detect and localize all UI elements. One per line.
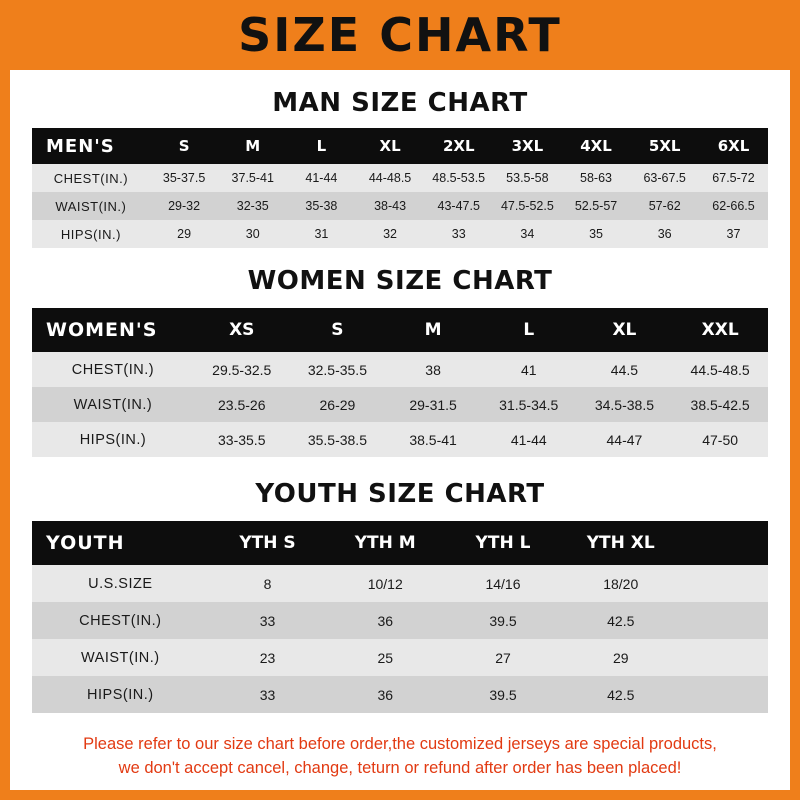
cell: 29-31.5 [385, 387, 481, 422]
cell: 52.5-57 [562, 192, 631, 220]
cell: 30 [218, 220, 287, 248]
cell: 39.5 [444, 602, 562, 639]
column-header: YTH S [209, 521, 327, 565]
cell: 29 [562, 639, 680, 676]
cell: 34 [493, 220, 562, 248]
column-header: S [290, 308, 386, 352]
cell: 67.5-72 [699, 164, 768, 192]
table-row [32, 565, 768, 602]
cell: 44-48.5 [356, 164, 425, 192]
cell: 23.5-26 [194, 387, 290, 422]
cell: 44.5 [577, 352, 673, 387]
table-row [32, 602, 768, 639]
row-label: CHEST(IN.) [32, 602, 209, 639]
table-header-row [32, 308, 768, 352]
table-header-row [32, 521, 768, 565]
cell: 53.5-58 [493, 164, 562, 192]
cell: 32 [356, 220, 425, 248]
banner [0, 0, 800, 70]
page-title: SIZE CHART [238, 8, 562, 62]
cell: 14/16 [444, 565, 562, 602]
column-header: 3XL [493, 128, 562, 164]
cell: 33 [209, 602, 327, 639]
cell-spacer [680, 565, 768, 602]
column-header: 5XL [630, 128, 699, 164]
column-header: XXL [672, 308, 768, 352]
table-row [32, 220, 768, 248]
table-row [32, 387, 768, 422]
column-header-spacer [680, 521, 768, 565]
cell: 38.5-41 [385, 422, 481, 457]
cell: 36 [630, 220, 699, 248]
cell: 35-38 [287, 192, 356, 220]
cell: 34.5-38.5 [577, 387, 673, 422]
cell: 32-35 [218, 192, 287, 220]
table-row [32, 164, 768, 192]
column-header: L [481, 308, 577, 352]
table-row [32, 639, 768, 676]
cell: 33-35.5 [194, 422, 290, 457]
row-label: CHEST(IN.) [32, 164, 150, 192]
cell: 44-47 [577, 422, 673, 457]
table-row [32, 352, 768, 387]
cell: 25 [326, 639, 444, 676]
cell: 32.5-35.5 [290, 352, 386, 387]
cell: 62-66.5 [699, 192, 768, 220]
cell: 38.5-42.5 [672, 387, 768, 422]
table-row [32, 422, 768, 457]
cell: 39.5 [444, 676, 562, 713]
cell: 26-29 [290, 387, 386, 422]
row-label: WAIST(IN.) [32, 387, 194, 422]
cell: 33 [209, 676, 327, 713]
cell: 38-43 [356, 192, 425, 220]
cell: 35 [562, 220, 631, 248]
column-header: YTH L [444, 521, 562, 565]
column-header: YTH M [326, 521, 444, 565]
footer-note [32, 733, 768, 781]
row-label: WAIST(IN.) [32, 639, 209, 676]
women-section-title: WOMEN SIZE CHART [247, 266, 553, 296]
column-header: YOUTH [32, 521, 209, 565]
column-header: XL [577, 308, 673, 352]
cell: 41 [481, 352, 577, 387]
column-header: XL [356, 128, 425, 164]
column-header: M [385, 308, 481, 352]
row-label: U.S.SIZE [32, 565, 209, 602]
cell: 31.5-34.5 [481, 387, 577, 422]
row-label: HIPS(IN.) [32, 422, 194, 457]
column-header: M [218, 128, 287, 164]
column-header: L [287, 128, 356, 164]
column-header: 6XL [699, 128, 768, 164]
row-label: WAIST(IN.) [32, 192, 150, 220]
row-label: HIPS(IN.) [32, 676, 209, 713]
cell: 43-47.5 [424, 192, 493, 220]
youth-section-title: YOUTH SIZE CHART [255, 479, 545, 509]
cell: 37 [699, 220, 768, 248]
cell: 48.5-53.5 [424, 164, 493, 192]
youth-size-table [32, 521, 768, 713]
column-header: WOMEN'S [32, 308, 194, 352]
cell: 18/20 [562, 565, 680, 602]
table-row [32, 676, 768, 713]
cell: 29-32 [150, 192, 219, 220]
cell: 27 [444, 639, 562, 676]
cell: 33 [424, 220, 493, 248]
cell: 23 [209, 639, 327, 676]
cell: 10/12 [326, 565, 444, 602]
content [10, 88, 790, 781]
cell: 35-37.5 [150, 164, 219, 192]
footer-note-line-2: we don't accept cancel, change, teturn or refund after order has been placed! [118, 758, 682, 777]
table-row [32, 192, 768, 220]
cell: 58-63 [562, 164, 631, 192]
column-header: MEN'S [32, 128, 150, 164]
cell: 42.5 [562, 602, 680, 639]
cell: 44.5-48.5 [672, 352, 768, 387]
column-header: YTH XL [562, 521, 680, 565]
table-header-row [32, 128, 768, 164]
cell: 35.5-38.5 [290, 422, 386, 457]
column-header: 4XL [562, 128, 631, 164]
women-size-table [32, 308, 768, 457]
row-label: CHEST(IN.) [32, 352, 194, 387]
bottom-bar [0, 790, 800, 800]
cell: 36 [326, 676, 444, 713]
cell: 63-67.5 [630, 164, 699, 192]
cell: 38 [385, 352, 481, 387]
man-size-table [32, 128, 768, 248]
column-header: S [150, 128, 219, 164]
cell: 8 [209, 565, 327, 602]
cell: 57-62 [630, 192, 699, 220]
cell: 31 [287, 220, 356, 248]
cell: 47.5-52.5 [493, 192, 562, 220]
cell-spacer [680, 602, 768, 639]
cell: 41-44 [481, 422, 577, 457]
column-header: XS [194, 308, 290, 352]
cell: 42.5 [562, 676, 680, 713]
footer-note-line-1: Please refer to our size chart before order,the customized jerseys are special products, [83, 735, 717, 753]
column-header: 2XL [424, 128, 493, 164]
cell: 47-50 [672, 422, 768, 457]
row-label: HIPS(IN.) [32, 220, 150, 248]
cell: 37.5-41 [218, 164, 287, 192]
cell: 29 [150, 220, 219, 248]
cell-spacer [680, 639, 768, 676]
cell: 29.5-32.5 [194, 352, 290, 387]
cell: 41-44 [287, 164, 356, 192]
man-section-title: MAN SIZE CHART [272, 88, 528, 118]
cell: 36 [326, 602, 444, 639]
cell-spacer [680, 676, 768, 713]
